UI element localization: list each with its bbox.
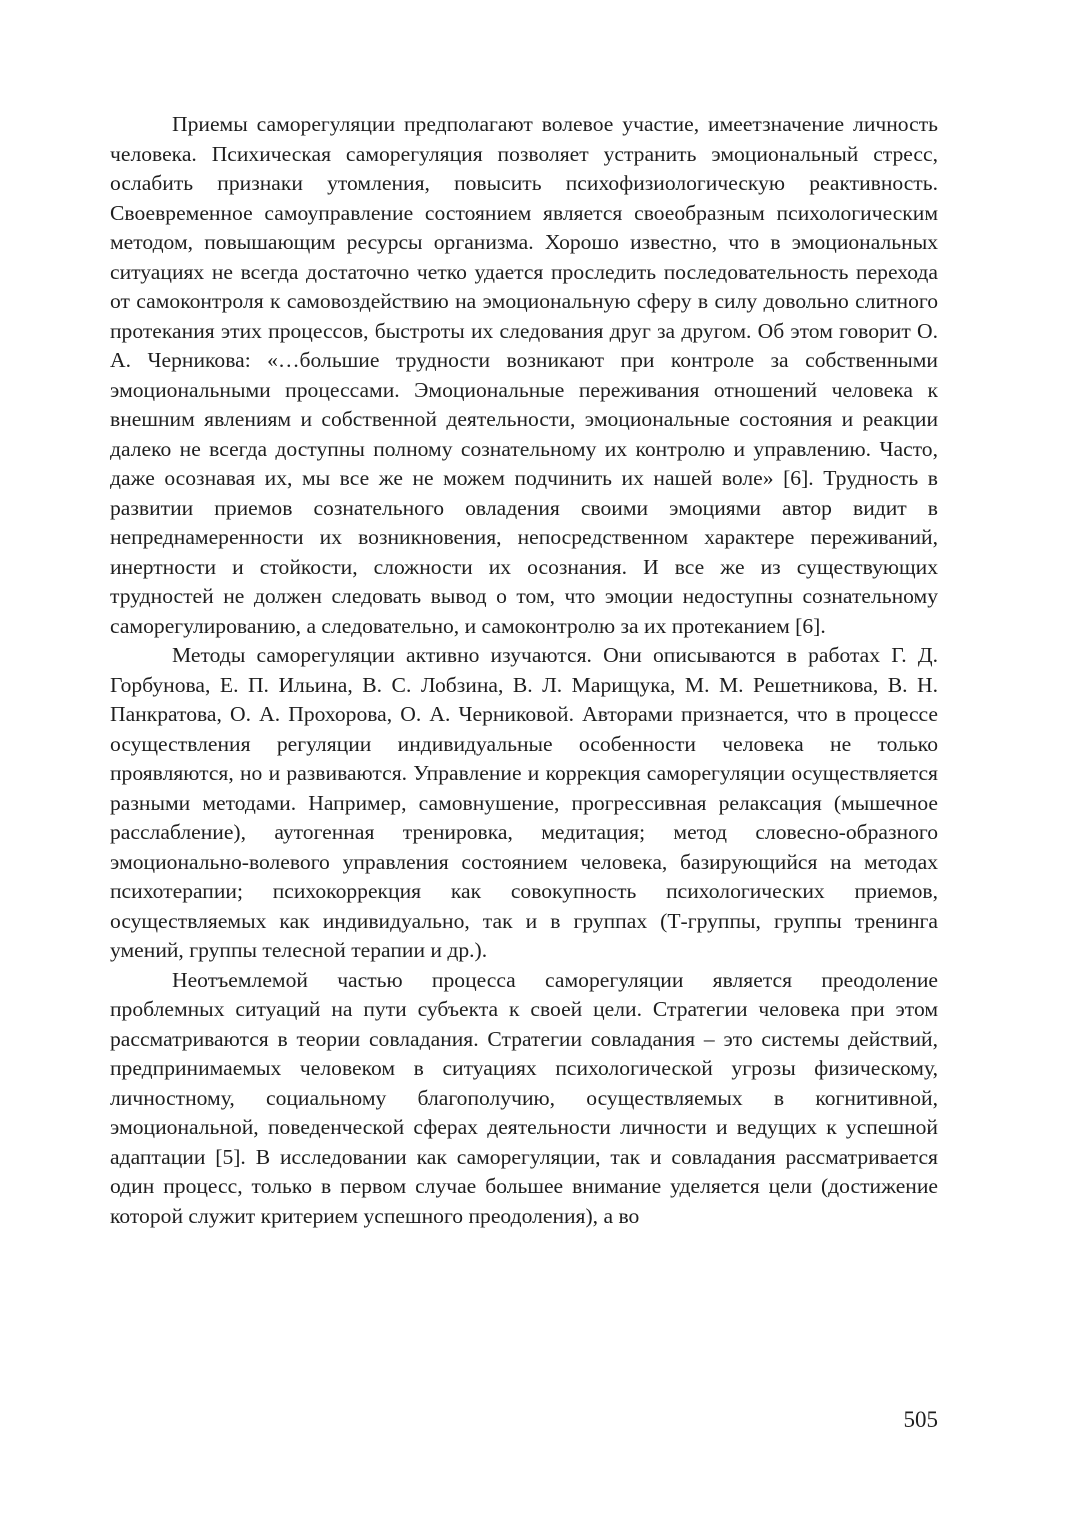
paragraph-self-regulation-techniques: Приемы саморегуляции предполагают волевое участие, имеетзначение личность человека. Психическая саморегуляция позволяет устранить эмоциональный стресс, ослабить признаки утомления, повысить психофизиологическую реактивность. Своевременное самоуправление состоянием является своеобразным психологическим методом, повышающим ресурсы организма. Хорошо известно, что в эмоциональных ситуациях не всегда достаточно четко удается проследить последовательность перехода от самоконтроля к самовоздействию на эмоциональную сферу в силу довольно слитного протекания этих процессов, быстроты их следования друг за другом. Об этом говорит О. А. Черникова: «…большие трудности возникают при контроле за собственными эмоциональными процессами. Эмоциональные переживания отношений человека к внешним явлениям и собственной деятельности, эмоциональные состояния и реакции далеко не всегда доступны полному сознательному их контролю и управлению. Часто, даже осознавая их, мы все же не можем подчинить их нашей воле» [6]. Трудность в развитии приемов сознательного овладения своими эмоциями автор видит в непреднамеренности их возникновения, непосредственном характере переживаний, инертности и стойкости, сложности их осознания. И все же из существующих трудностей не должен следовать вывод о том, что эмоции недоступны сознательному саморегулированию, а следовательно, и самоконтролю за их протеканием [6]. bbox=[110, 112, 938, 638]
page-body bbox=[110, 110, 938, 1231]
paragraph-coping-strategies: Неотъемлемой частью процесса саморегуляции является преодоление проблемных ситуаций на пути субъекта к своей цели. Стратегии человека при этом рассматриваются в теории совладания. Стратегии совладания – это системы действий, предпринимаемых человеком в ситуациях психологической угрозы физическому, личностному, социальному благополучию, осуществляемых в когнитивной, эмоциональной, поведенческой сферах деятельности личности и ведущих к успешной адаптации [5]. В исследовании как саморегуляции, так и совладания рассматривается один процесс, только в первом случае большее внимание уделяется цели (достижение которой служит критерием успешного преодоления), а во bbox=[110, 967, 938, 1228]
page-number: 505 bbox=[903, 1407, 938, 1432]
paragraph-self-regulation-methods: Методы саморегуляции активно изучаются. Они описываются в работах Г. Д. Горбунова, Е. П. Ильина, В. С. Лобзина, В. Л. Марищука, М. М. Решетникова, В. Н. Панкратова, О. А. Прохорова, О. А. Черниковой. Авторами признается, что в процессе осуществления регуляции индивидуальные особенности человека не только проявляются, но и развиваются. Управление и коррекция саморегуляции осуществляется разными методами. Например, самовнушение, прогрессивная релаксация (мышечное расслабление), аутогенная тренировка, медитация; метод словесно-образного эмоционально-волевого управления состоянием человека, базирующийся на методах психотерапии; психокоррекция как совокупность психологических приемов, осуществляемых как индивидуально, так и в группах (Т-группы, группы тренинга умений, группы телесной терапии и др.). bbox=[110, 643, 938, 962]
